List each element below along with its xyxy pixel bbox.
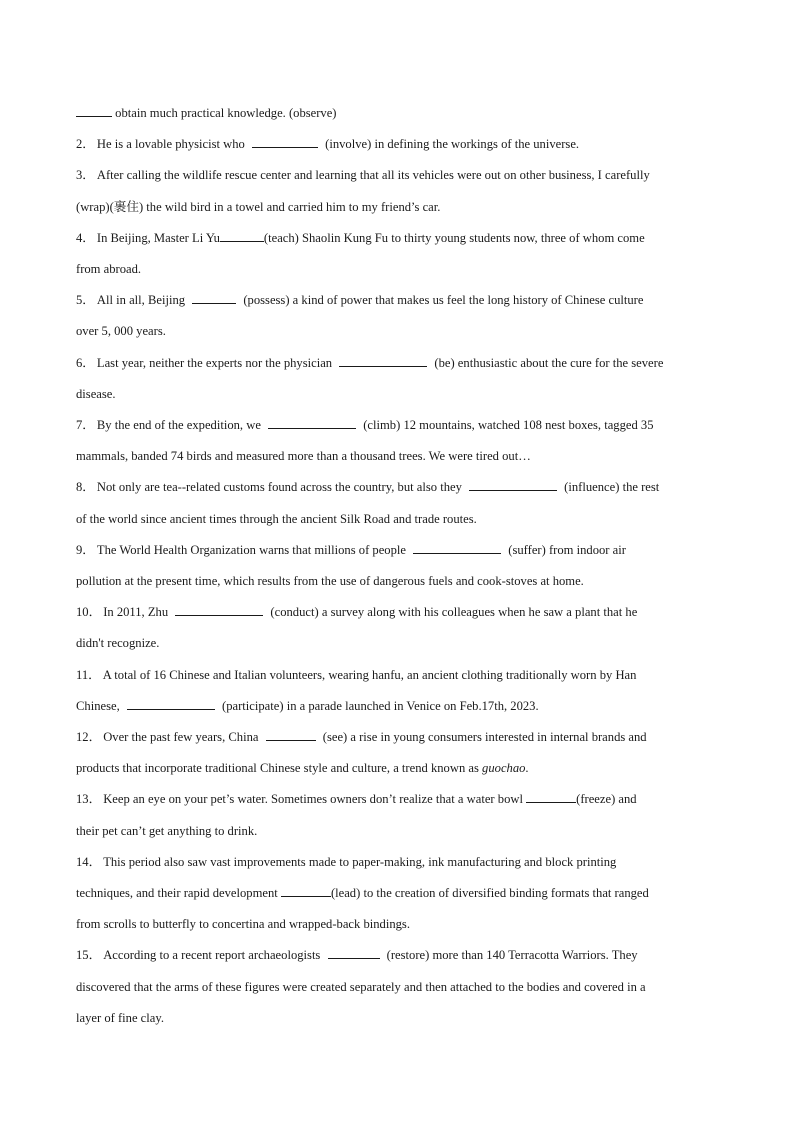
question-text: layer of fine clay. [76, 1010, 164, 1025]
question-text: from abroad. [76, 262, 142, 277]
question-text: (restore) more than 140 Terracotta Warriors. They [383, 948, 638, 963]
question-number: 6． [76, 355, 95, 370]
question-line [76, 660, 722, 691]
question-text: Not only are tea--related customs found across the country, but also they [96, 480, 466, 495]
question-text: mammals, banded 74 birds and measured more than a thousand trees. We were tired out… [76, 449, 531, 464]
question-line-continued [76, 1003, 722, 1034]
question-text: He is a lovable physicist who [96, 137, 248, 152]
question-number: 12． [76, 730, 102, 745]
answer-blank[interactable] [268, 414, 356, 429]
question-text: After calling the wildlife rescue center and learning that all its vehicles were out on other business, I carefully [96, 168, 650, 183]
question-line [76, 129, 722, 160]
question-text: Over the past few years, China [103, 730, 262, 745]
question-number: 13． [76, 792, 102, 807]
question-text: This period also saw vast improvements made to paper-making, ink manufacturing and block printing [103, 854, 617, 869]
question-line-continued [76, 441, 722, 472]
answer-blank[interactable] [469, 476, 557, 491]
question-text: Keep an eye on your pet’s water. Sometimes owners don’t realize that a water bowl [103, 792, 527, 807]
question-number: 15． [76, 948, 102, 963]
question-line-continued [76, 254, 722, 285]
question-number: 5． [76, 293, 95, 308]
question-number: 2． [76, 137, 95, 152]
question-text: of the world since ancient times through the ancient Silk Road and trade routes. [76, 511, 477, 526]
question-line-continued [76, 192, 722, 223]
question-text: . [525, 761, 529, 776]
question-line-continued [76, 878, 722, 909]
question-text: techniques, and their rapid development [76, 886, 281, 901]
question-text: (influence) the rest [561, 480, 660, 495]
question-text: (possess) a kind of power that makes us feel the long history of Chinese culture [240, 293, 644, 308]
question-line [76, 472, 722, 503]
question-line [76, 410, 722, 441]
question-number: 4． [76, 230, 95, 245]
question-text: (lead) to the creation of diversified binding formats that ranged [330, 886, 649, 901]
question-text: (climb) 12 mountains, watched 108 nest boxes, tagged 35 [360, 418, 654, 433]
answer-blank[interactable] [76, 102, 112, 117]
answer-blank[interactable] [328, 944, 380, 959]
question-text: didn't recognize. [76, 636, 160, 651]
question-text: In 2011, Zhu [103, 605, 172, 620]
question-number: 8． [76, 480, 95, 495]
question-text: discovered that the arms of these figures were created separately and then attached to the bodies and covered in a [76, 979, 646, 994]
answer-blank[interactable] [266, 726, 316, 741]
question-text: products that incorporate traditional Chinese style and culture, a trend known as [76, 761, 483, 776]
question-number: 9． [76, 542, 95, 557]
answer-blank[interactable] [413, 539, 501, 554]
question-text: (freeze) and [576, 792, 637, 807]
question-line [76, 940, 722, 971]
question-number: 10． [76, 605, 102, 620]
question-line [76, 847, 722, 878]
question-line [76, 160, 722, 191]
question-line-continued [76, 691, 722, 722]
answer-blank[interactable] [175, 601, 263, 616]
question-text: By the end of the expedition, we [96, 418, 265, 433]
question-line [76, 285, 722, 316]
question-number: 7． [76, 418, 95, 433]
answer-blank[interactable] [220, 227, 264, 242]
question-line [76, 597, 722, 628]
question-line-continued [76, 909, 722, 940]
question-line-continued [76, 566, 722, 597]
question-line-continued [76, 628, 722, 659]
question-line-continued [76, 379, 722, 410]
question-line-continued [76, 316, 722, 347]
question-number: 14． [76, 854, 102, 869]
question-text: disease. [76, 386, 116, 401]
question-text: (involve) in defining the workings of the universe. [322, 137, 580, 152]
question-text: All in all, Beijing [96, 293, 189, 308]
question-line-continued [76, 816, 722, 847]
question-text: (see) a rise in young consumers interested in internal brands and [319, 730, 647, 745]
answer-blank[interactable] [192, 289, 236, 304]
answer-blank[interactable] [526, 788, 576, 803]
question-text: (be) enthusiastic about the cure for the severe [431, 355, 664, 370]
question-text: over 5, 000 years. [76, 324, 166, 339]
question-text: obtain much practical knowledge. (observe) [112, 106, 337, 120]
question-text: (teach) Shaolin Kung Fu to thirty young students now, three of whom come [263, 230, 645, 245]
question-line-continued [76, 504, 722, 535]
question-text: (participate) in a parade launched in Venice on Feb.17th, 2023. [218, 698, 539, 713]
answer-blank[interactable] [339, 352, 427, 367]
question-text: Chinese, [76, 698, 123, 713]
question-line-continued [76, 972, 722, 1003]
question-line-continued [76, 753, 722, 784]
question-text: pollution at the present time, which results from the use of dangerous fuels and cook-stoves at home. [76, 574, 584, 589]
question-line [76, 348, 722, 379]
answer-blank[interactable] [252, 133, 318, 148]
question-number: 3． [76, 168, 95, 183]
question-text: In Beijing, Master Li Yu [96, 230, 220, 245]
question-list [76, 98, 722, 1034]
question-line [76, 784, 722, 815]
question-text: According to a recent report archaeologists [103, 948, 324, 963]
answer-blank[interactable] [281, 882, 331, 897]
question-line [76, 535, 722, 566]
question-text: A total of 16 Chinese and Italian volunteers, wearing hanfu, an ancient clothing traditionally worn by Han [102, 667, 637, 682]
question-text: (wrap)(裹住) the wild bird in a towel and carried him to my friend’s car. [76, 199, 441, 214]
question-line [76, 98, 722, 129]
question-text: (suffer) from indoor air [505, 542, 626, 557]
question-line [76, 223, 722, 254]
question-text: The World Health Organization warns that millions of people [96, 542, 410, 557]
answer-blank[interactable] [127, 695, 215, 710]
question-text: from scrolls to butterfly to concertina and wrapped-back bindings. [76, 917, 410, 932]
question-text: (conduct) a survey along with his colleagues when he saw a plant that he [267, 605, 638, 620]
question-line [76, 722, 722, 753]
question-text: their pet can’t get anything to drink. [76, 823, 258, 838]
question-number: 11． [76, 667, 101, 682]
italic-term: guochao [482, 761, 526, 776]
question-text: Last year, neither the experts nor the physician [96, 355, 336, 370]
